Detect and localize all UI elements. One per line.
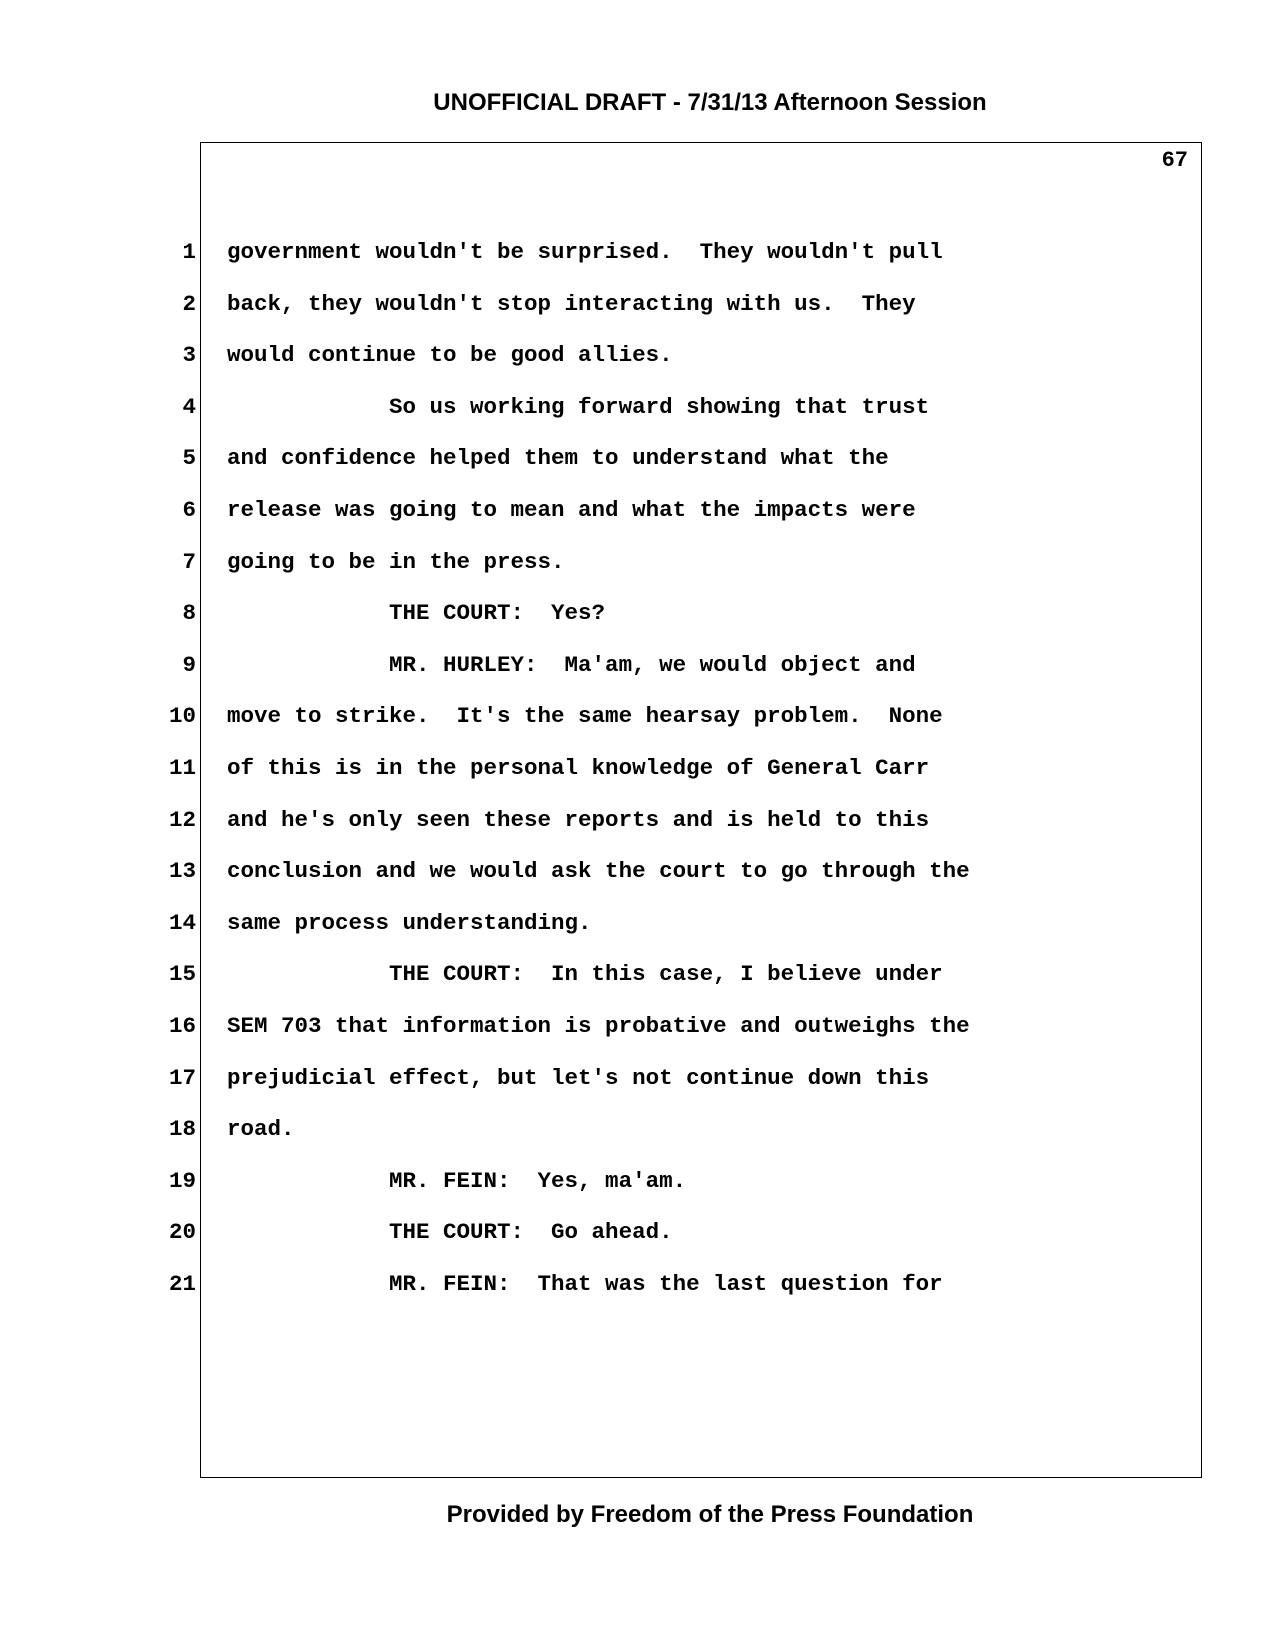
line-text: would continue to be good allies. [227, 342, 673, 369]
page-number: 67 [1161, 148, 1188, 173]
line-text: going to be in the press. [227, 548, 565, 575]
transcript-line [0, 1056, 1275, 1108]
line-text: THE COURT: In this case, I believe under [227, 961, 943, 988]
line-text: government wouldn't be surprised. They wouldn't pull [227, 239, 943, 265]
line-text: SEM 703 that information is probative and outweighs the [227, 1012, 970, 1039]
line-number: 21 [168, 1270, 196, 1297]
line-number: 12 [168, 806, 196, 833]
line-text: THE COURT: Go ahead. [227, 1219, 673, 1246]
line-number: 18 [168, 1116, 196, 1143]
line-number: 14 [168, 909, 196, 936]
line-text: and confidence helped them to understand what the [227, 445, 889, 472]
transcript-line [0, 230, 1275, 282]
transcript-line [0, 849, 1275, 901]
line-text: THE COURT: Yes? [227, 600, 606, 627]
line-text: road. [227, 1116, 295, 1143]
transcript-line [0, 746, 1275, 798]
line-number: 10 [168, 703, 196, 730]
line-number: 2 [182, 290, 196, 317]
line-number: 8 [182, 600, 196, 627]
transcript-line [0, 1004, 1275, 1056]
line-number: 15 [168, 961, 196, 988]
page-footer: Provided by Freedom of the Press Foundation [446, 1501, 974, 1528]
line-text: MR. FEIN: Yes, ma'am. [227, 1167, 687, 1194]
line-text: So us working forward showing that trust [227, 393, 930, 420]
transcript-line [0, 1262, 1275, 1314]
transcript-line [0, 385, 1275, 437]
line-text: of this is in the personal knowledge of General Carr [227, 754, 930, 781]
transcript-line [0, 591, 1275, 643]
line-number: 19 [168, 1167, 196, 1194]
line-number: 3 [182, 342, 196, 369]
line-number: 1 [182, 239, 196, 265]
transcript-line [0, 798, 1275, 850]
transcript-lines [0, 230, 1275, 1313]
transcript-line [0, 643, 1275, 695]
transcript-line [0, 488, 1275, 540]
line-number: 20 [168, 1219, 196, 1246]
line-number: 5 [182, 445, 196, 472]
line-number: 6 [182, 496, 196, 523]
line-number: 16 [168, 1012, 196, 1039]
transcript-line [0, 333, 1275, 385]
line-number: 9 [182, 651, 196, 678]
line-text: MR. FEIN: That was the last question for [227, 1270, 943, 1297]
transcript-line [0, 436, 1275, 488]
transcript-line [0, 1210, 1275, 1262]
line-number: 11 [168, 754, 196, 781]
line-text: release was going to mean and what the impacts were [227, 496, 916, 523]
transcript-line [0, 901, 1275, 953]
transcript-line [0, 694, 1275, 746]
line-number: 4 [182, 393, 196, 420]
transcript-line [0, 282, 1275, 334]
transcript-line [0, 540, 1275, 592]
line-text: same process understanding. [227, 909, 592, 936]
page-header-title: UNOFFICIAL DRAFT - 7/31/13 Afternoon Session [433, 89, 987, 116]
line-text: back, they wouldn't stop interacting with us. They [227, 290, 916, 317]
line-text: move to strike. It's the same hearsay problem. None [227, 703, 943, 730]
line-number: 13 [168, 858, 196, 885]
line-text: conclusion and we would ask the court to go through the [227, 858, 970, 885]
line-text: MR. HURLEY: Ma'am, we would object and [227, 651, 916, 678]
line-number: 7 [182, 548, 196, 575]
transcript-line [0, 1107, 1275, 1159]
transcript-line [0, 952, 1275, 1004]
transcript-line [0, 1159, 1275, 1211]
line-number: 17 [168, 1064, 196, 1091]
line-text: and he's only seen these reports and is held to this [227, 806, 930, 833]
line-text: prejudicial effect, but let's not continue down this [227, 1064, 930, 1091]
